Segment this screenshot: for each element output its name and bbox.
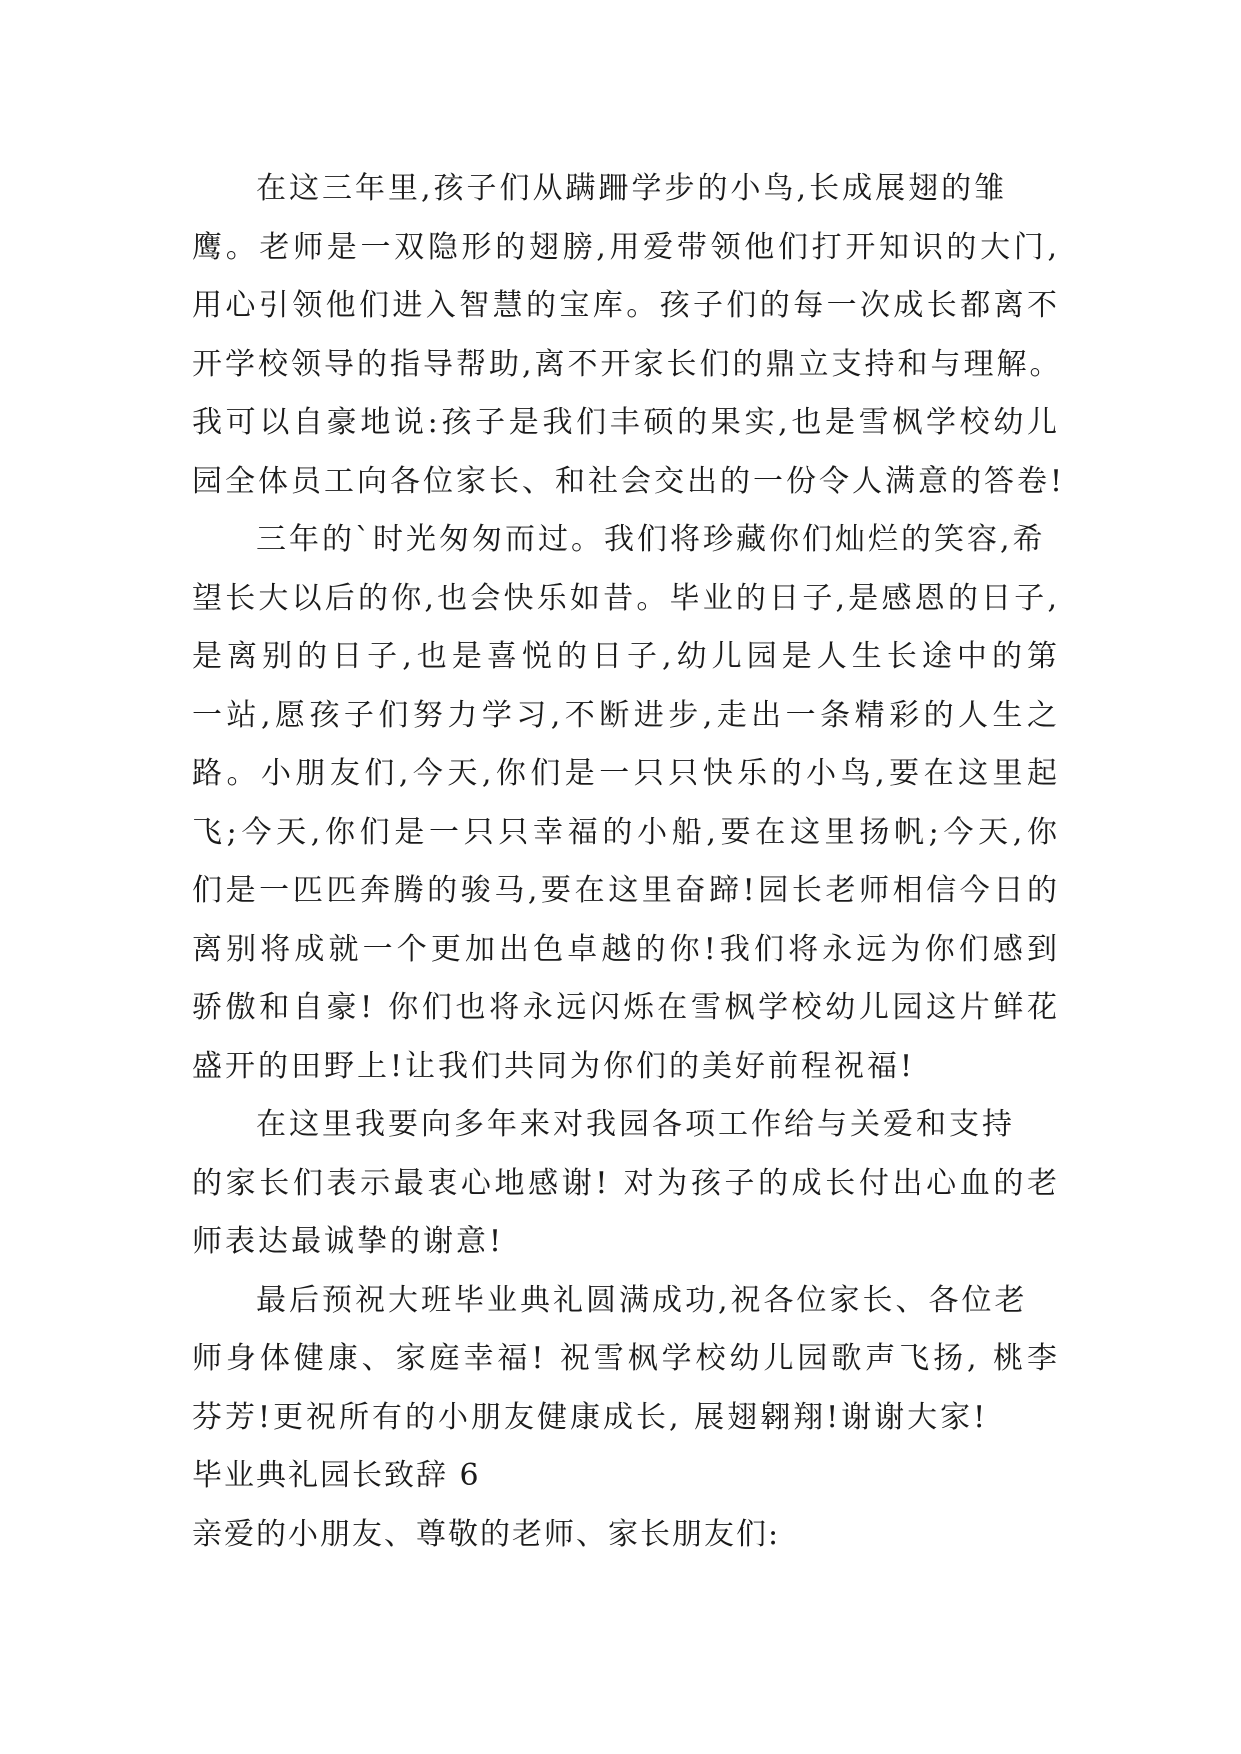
text-line: 芬芳!更祝所有的小朋友健康成长, 展翅翱翔!谢谢大家! (192, 1399, 989, 1435)
text-line: 望长大以后的你,也会快乐如昔。毕业的日子,是感恩的日子, (192, 580, 1060, 616)
text-line: 在这里我要向多年来对我园各项工作给与关爱和支持 (256, 1107, 1015, 1142)
text-line: 鹰。老师是一双隐形的翅膀,用爱带领他们打开知识的大门, (192, 229, 1060, 265)
text-line: 骄傲和自豪! 你们也将永远闪烁在雪枫学校幼儿园这片鲜花 (192, 990, 1060, 1025)
text-line: 三年的`时光匆匆而过。我们将珍藏你们灿烂的笑容,希 (256, 522, 1046, 557)
text-line: 一站,愿孩子们努力学习,不断进步,走出一条精彩的人生之 (192, 697, 1060, 733)
text-line: 离别将成就一个更加出色卓越的你!我们将永远为你们感到 (192, 931, 1060, 967)
text-line: 在这三年里,孩子们从蹒跚学步的小鸟,长成展翅的雏 (256, 171, 1008, 206)
text-line: 是离别的日子,也是喜悦的日子,幼儿园是人生长途中的第 (192, 639, 1060, 674)
text-line: 园全体员工向各位家长、和社会交出的一份令人满意的答卷! (192, 463, 1066, 499)
paragraph-closing (192, 1272, 1060, 1448)
paragraph-three-years (192, 511, 1060, 1096)
salutation-line: 亲爱的小朋友、尊敬的老师、家长朋友们: (192, 1516, 781, 1552)
paragraph-growth (192, 160, 1066, 511)
text-line: 开学校领导的指导帮助,离不开家长们的鼎立支持和与理解。 (192, 346, 1063, 382)
text-line: 师身体健康、家庭幸福! 祝雪枫学校幼儿园歌声飞扬, 桃李 (192, 1341, 1060, 1376)
text-line: 盛开的田野上!让我们共同为你们的美好前程祝福! (192, 1048, 916, 1084)
section-heading: 毕业典礼园长致辞 6 (192, 1458, 481, 1493)
text-line: 用心引领他们进入智慧的宝库。孩子们的每一次成长都离不 (192, 288, 1060, 323)
text-line: 的家长们表示最衷心地感谢! 对为孩子的成长付出心血的老 (192, 1165, 1060, 1201)
text-line: 路。小朋友们,今天,你们是一只只快乐的小鸟,要在这里起 (192, 756, 1060, 791)
text-line: 我可以自豪地说:孩子是我们丰硕的果实,也是雪枫学校幼儿 (192, 405, 1060, 440)
text-line: 师表达最诚挚的谢意! (192, 1224, 505, 1259)
document-body (192, 160, 1066, 1564)
text-line: 最后预祝大班毕业典礼圆满成功,祝各位家长、各位老 (256, 1282, 1028, 1318)
paragraph-thanks (192, 1096, 1060, 1272)
text-line: 们是一匹匹奔腾的骏马,要在这里奋蹄!园长老师相信今日的 (192, 873, 1060, 908)
text-line: 飞;今天,你们是一只只幸福的小船,要在这里扬帆;今天,你 (192, 814, 1060, 850)
